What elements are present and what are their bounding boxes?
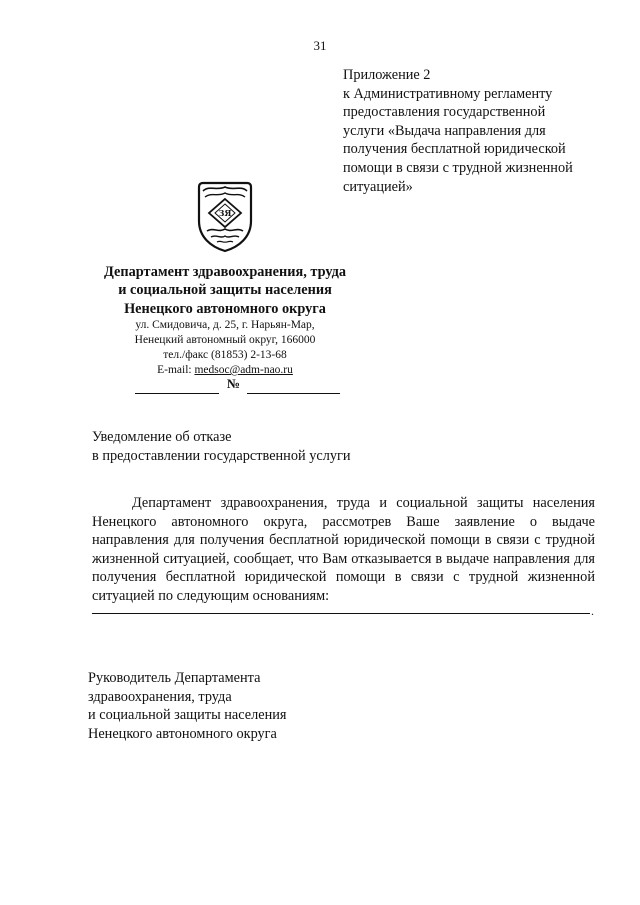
registration-number-line [247, 379, 340, 394]
department-name-line: Ненецкого автономного округа [124, 300, 326, 317]
coat-of-arms-icon [193, 181, 257, 253]
appendix-line: услуги «Выдача направления для [343, 122, 546, 139]
signature-line: Руководитель Департамента [88, 670, 261, 686]
appendix-line: ситуацией» [343, 178, 413, 195]
appendix-header [343, 66, 613, 196]
department-name-line: и социальной защиты населения [118, 282, 332, 299]
signature-block [88, 669, 286, 743]
appendix-line: к Административному регламенту [343, 85, 553, 102]
svg-text:ЗЯ: ЗЯ [218, 208, 232, 218]
email-label: E-mail: [157, 364, 195, 377]
reason-blank-line [92, 613, 590, 614]
reason-line-end: . [591, 604, 594, 618]
email-link[interactable]: medsoc@adm-nao.ru [194, 364, 293, 377]
department-address-line: Ненецкий автономный округ, 166000 [134, 334, 316, 347]
registration-number-sign: № [227, 376, 241, 391]
registration-date-line [135, 379, 219, 394]
signature-line: и социальной защиты населения [88, 707, 287, 724]
signature-line: Ненецкого автономного округа [88, 725, 277, 742]
appendix-line: помощи в связи с трудной жизненной [343, 159, 573, 176]
appendix-line: Приложение 2 [343, 67, 431, 83]
signature-line: здравоохранения, труда [88, 688, 232, 705]
department-name-line: Департамент здравоохранения, труда [104, 264, 346, 280]
department-email [80, 363, 370, 378]
department-address-line: ул. Смидовича, д. 25, г. Нарьян-Мар, [135, 319, 315, 332]
notice-body-text: Департамент здравоохранения, труда и социальной защиты населения Ненецкого автономного округа, рассмотрев Ваше заявление о выдаче направления для получения бесплатной юридической помощи в связи с трудной жизненной ситуацией, сообщает, что Вам отказывается в выдаче направления для получения бесплатной юридической помощи в связи с трудной жизненной ситуацией по следующим основаниям: [92, 495, 595, 604]
department-block [80, 263, 370, 378]
appendix-line: предоставления государственной [343, 104, 546, 121]
appendix-line: получения бесплатной юридической [343, 141, 566, 158]
notice-title [92, 428, 351, 465]
page-number: 31 [313, 38, 327, 53]
department-phone: тел./факс (81853) 2-13-68 [163, 349, 287, 362]
notice-title-line: в предоставлении государственной услуги [92, 447, 351, 464]
notice-title-line: Уведомление об отказе [92, 429, 232, 445]
